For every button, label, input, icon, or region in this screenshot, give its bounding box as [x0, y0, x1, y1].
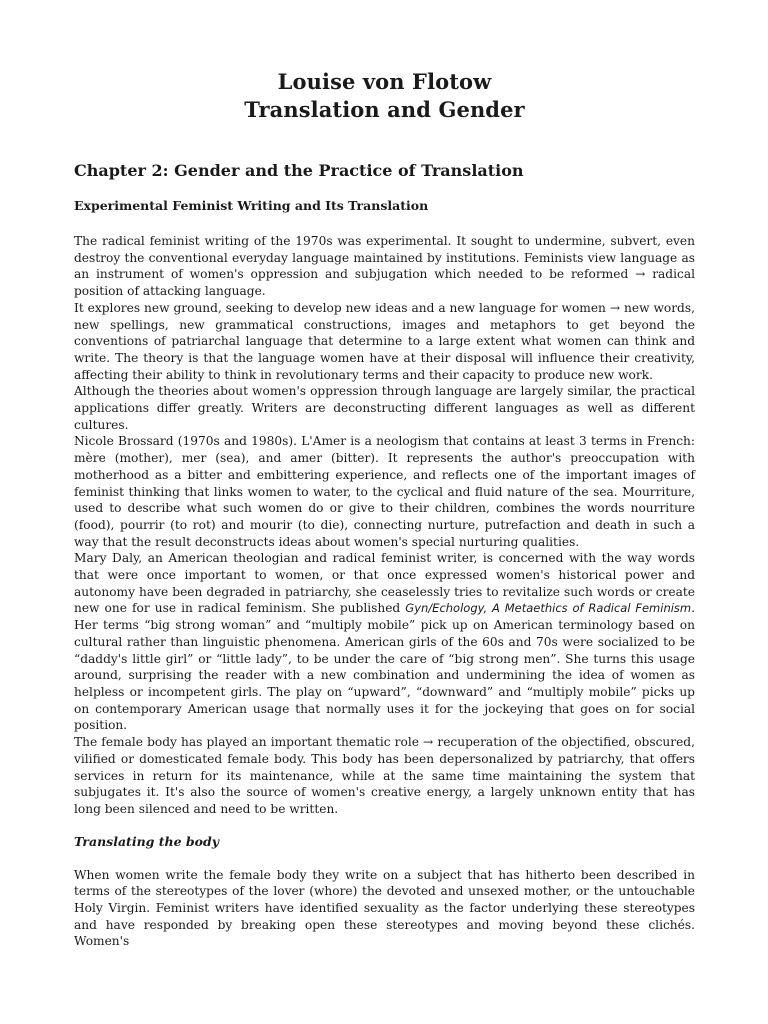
- book-title-reference: Gyn/Echology, A Metaethics of Radical Feminism: [405, 601, 692, 616]
- paragraph-5: [74, 550, 695, 734]
- chapter-heading: Chapter 2: Gender and the Practice of Translation: [74, 161, 524, 180]
- document-title: [74, 68, 695, 124]
- body-block: [74, 233, 695, 818]
- paragraph-1: The radical feminist writing of the 1970s was experimental. It sought to undermine, subvert, even destroy the conventional everyday language maintained by institutions. Feminists view language as an instrument of women's oppression and subjugation which needed to be reformed → radical position of attacking language.: [74, 234, 695, 299]
- document-page: [74, 68, 695, 950]
- paragraph-3: Although the theories about women's oppression through language are largely similar, the practical applications differ greatly. Writers are deconstructing different languages as well as different cultures.: [74, 384, 695, 432]
- section-heading: Experimental Feminist Writing and Its Translation: [74, 198, 429, 213]
- paragraph-5-text-after: . Her terms “big strong woman” and “multiply mobile” pick up on American terminology based on cultural rather than linguistic phenomena. American girls of the 60s and 70s were socialized to be “daddy's little girl” or “little lady”, to be under the care of “big strong men”. She turns this usage around, surprising the reader with a new combination and undermining the idea of women as helpless or incompetent girls. The play on “upward”, “downward” and “multiply mobile” picks up on contemporary American usage that normally uses it for the jockeying that goes on for social position.: [74, 601, 695, 733]
- paragraph-6: The female body has played an important thematic role → recuperation of the objectified, obscured, vilified or domesticated female body. This body has been depersonalized by patriarchy, that offers services in return for its maintenance, while at the same time maintaining the system that subjugates it. It's also the source of women's creative energy, a largely unknown entity that has long been silenced and need to be written.: [74, 735, 695, 816]
- author-name: Louise von Flotow: [277, 69, 492, 94]
- subheading-translating-body: Translating the body: [74, 833, 220, 849]
- paragraph-2: It explores new ground, seeking to develop new ideas and a new language for women → new words, new spellings, new grammatical constructions, images and metaphors to get beyond the conventions of patriarchal language that determine to a large extent what women can think and write. The theory is that the language women have at their disposal will influence their creativity, affecting their ability to think in revolutionary terms and their capacity to produce new work.: [74, 300, 695, 382]
- book-title: Translation and Gender: [244, 97, 525, 122]
- paragraph-4: Nicole Brossard (1970s and 1980s). L'Amer is a neologism that contains at least 3 terms in French: mère (mother), mer (sea), and amer (bitter). It represents the author's preoccupation with motherhood as a bitter and embittering experience, and reflects one of the important images of feminist thinking that links women to water, to the cyclical and fluid nature of the sea. Mourriture, used to describe what such women do or give to their children, combines the words nourriture (food), pourrir (to rot) and mourir (to die), connecting nurture, putrefaction and death in such a way that the result deconstructs ideas about women's special nurturing qualities.: [74, 434, 695, 549]
- paragraph-5-text-before: Mary Daly, an American theologian and radical feminist writer, is concerned with the way words that were once important to women, or that once expressed women's historical power and autonomy have been degraded in patriarchy, she ceaselessly tries to revitalize such words or create new one for use in radical feminism. She published: [74, 551, 695, 616]
- paragraph-7: When women write the female body they write on a subject that has hitherto been described in terms of the stereotypes of the lover (whore) the devoted and unsexed mother, or the untouchable Holy Virgin. Feminist writers have identified sexuality as the factor underlying these stereotypes and have responded by breaking open these stereotypes and moving beyond these clichés. Women's: [74, 867, 695, 949]
